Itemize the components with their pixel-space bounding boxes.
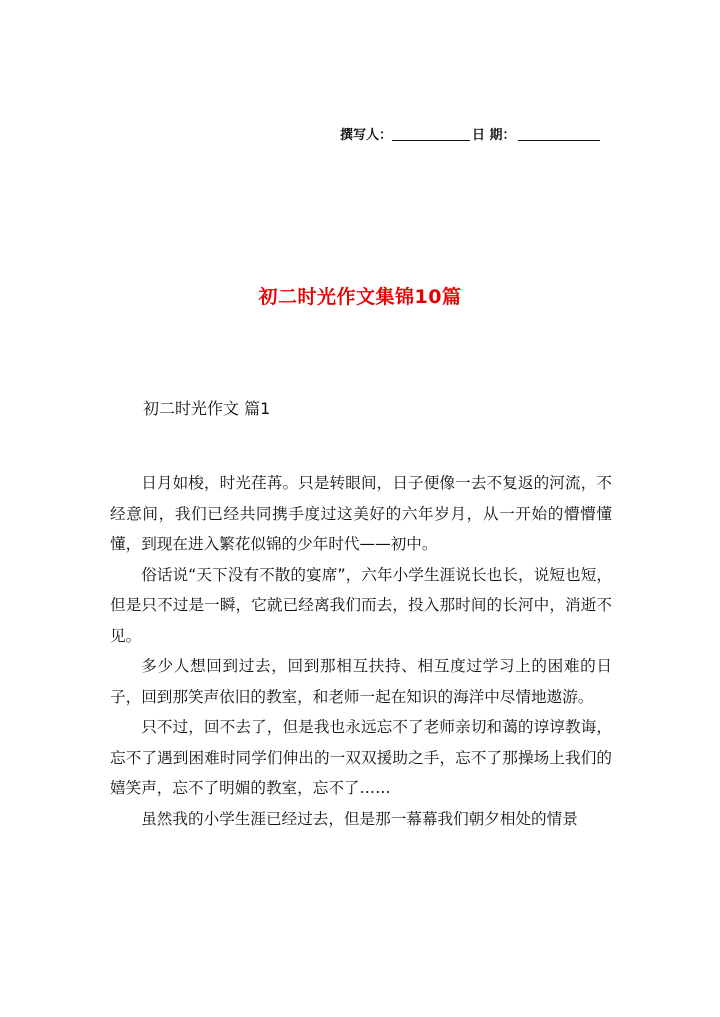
- author-blank: [392, 128, 470, 141]
- date-blank: [518, 128, 600, 141]
- paragraph: 俗话说“天下没有不散的宴席”，六年小学生涯说长也长，说短也短，但是只不过是一瞬，它就已经离我们而去，投入那时间的长河中，消逝不见。: [110, 565, 612, 645]
- paragraph: 多少人想回到过去，回到那相互扶持、相互度过学习上的困难的日子，回到那笑声依旧的教室，和老师一起在知识的海洋中尽情地遨游。: [110, 657, 612, 706]
- author-label: 撰写人：: [340, 128, 393, 143]
- paragraph: 只不过，回不去了，但是我也永远忘不了老师亲切和蔼的谆谆教诲，忘不了遇到困难时同学们伸出的一双双援助之手，忘不了那操场上我们的嬉笑声，忘不了明媚的教室，忘不了……: [110, 718, 612, 797]
- date-label: 日 期：: [472, 128, 516, 143]
- author-date-line: [340, 124, 620, 143]
- essay-body: [110, 468, 612, 834]
- paragraph: 日月如梭，时光荏苒。只是转眼间，日子便像一去不复返的河流，不经意间，我们已经共同携手度过这美好的六年岁月，从一开始的懵懵懂懂，到现在进入繁花似锦的少年时代——初中。: [110, 474, 612, 553]
- paragraph: 虽然我的小学生涯已经过去，但是那一幕幕我们朝夕相处的情景: [141, 809, 578, 828]
- section-heading: 初二时光作文 篇1: [143, 399, 271, 418]
- document-title: 初二时光作文集锦10篇: [258, 286, 462, 308]
